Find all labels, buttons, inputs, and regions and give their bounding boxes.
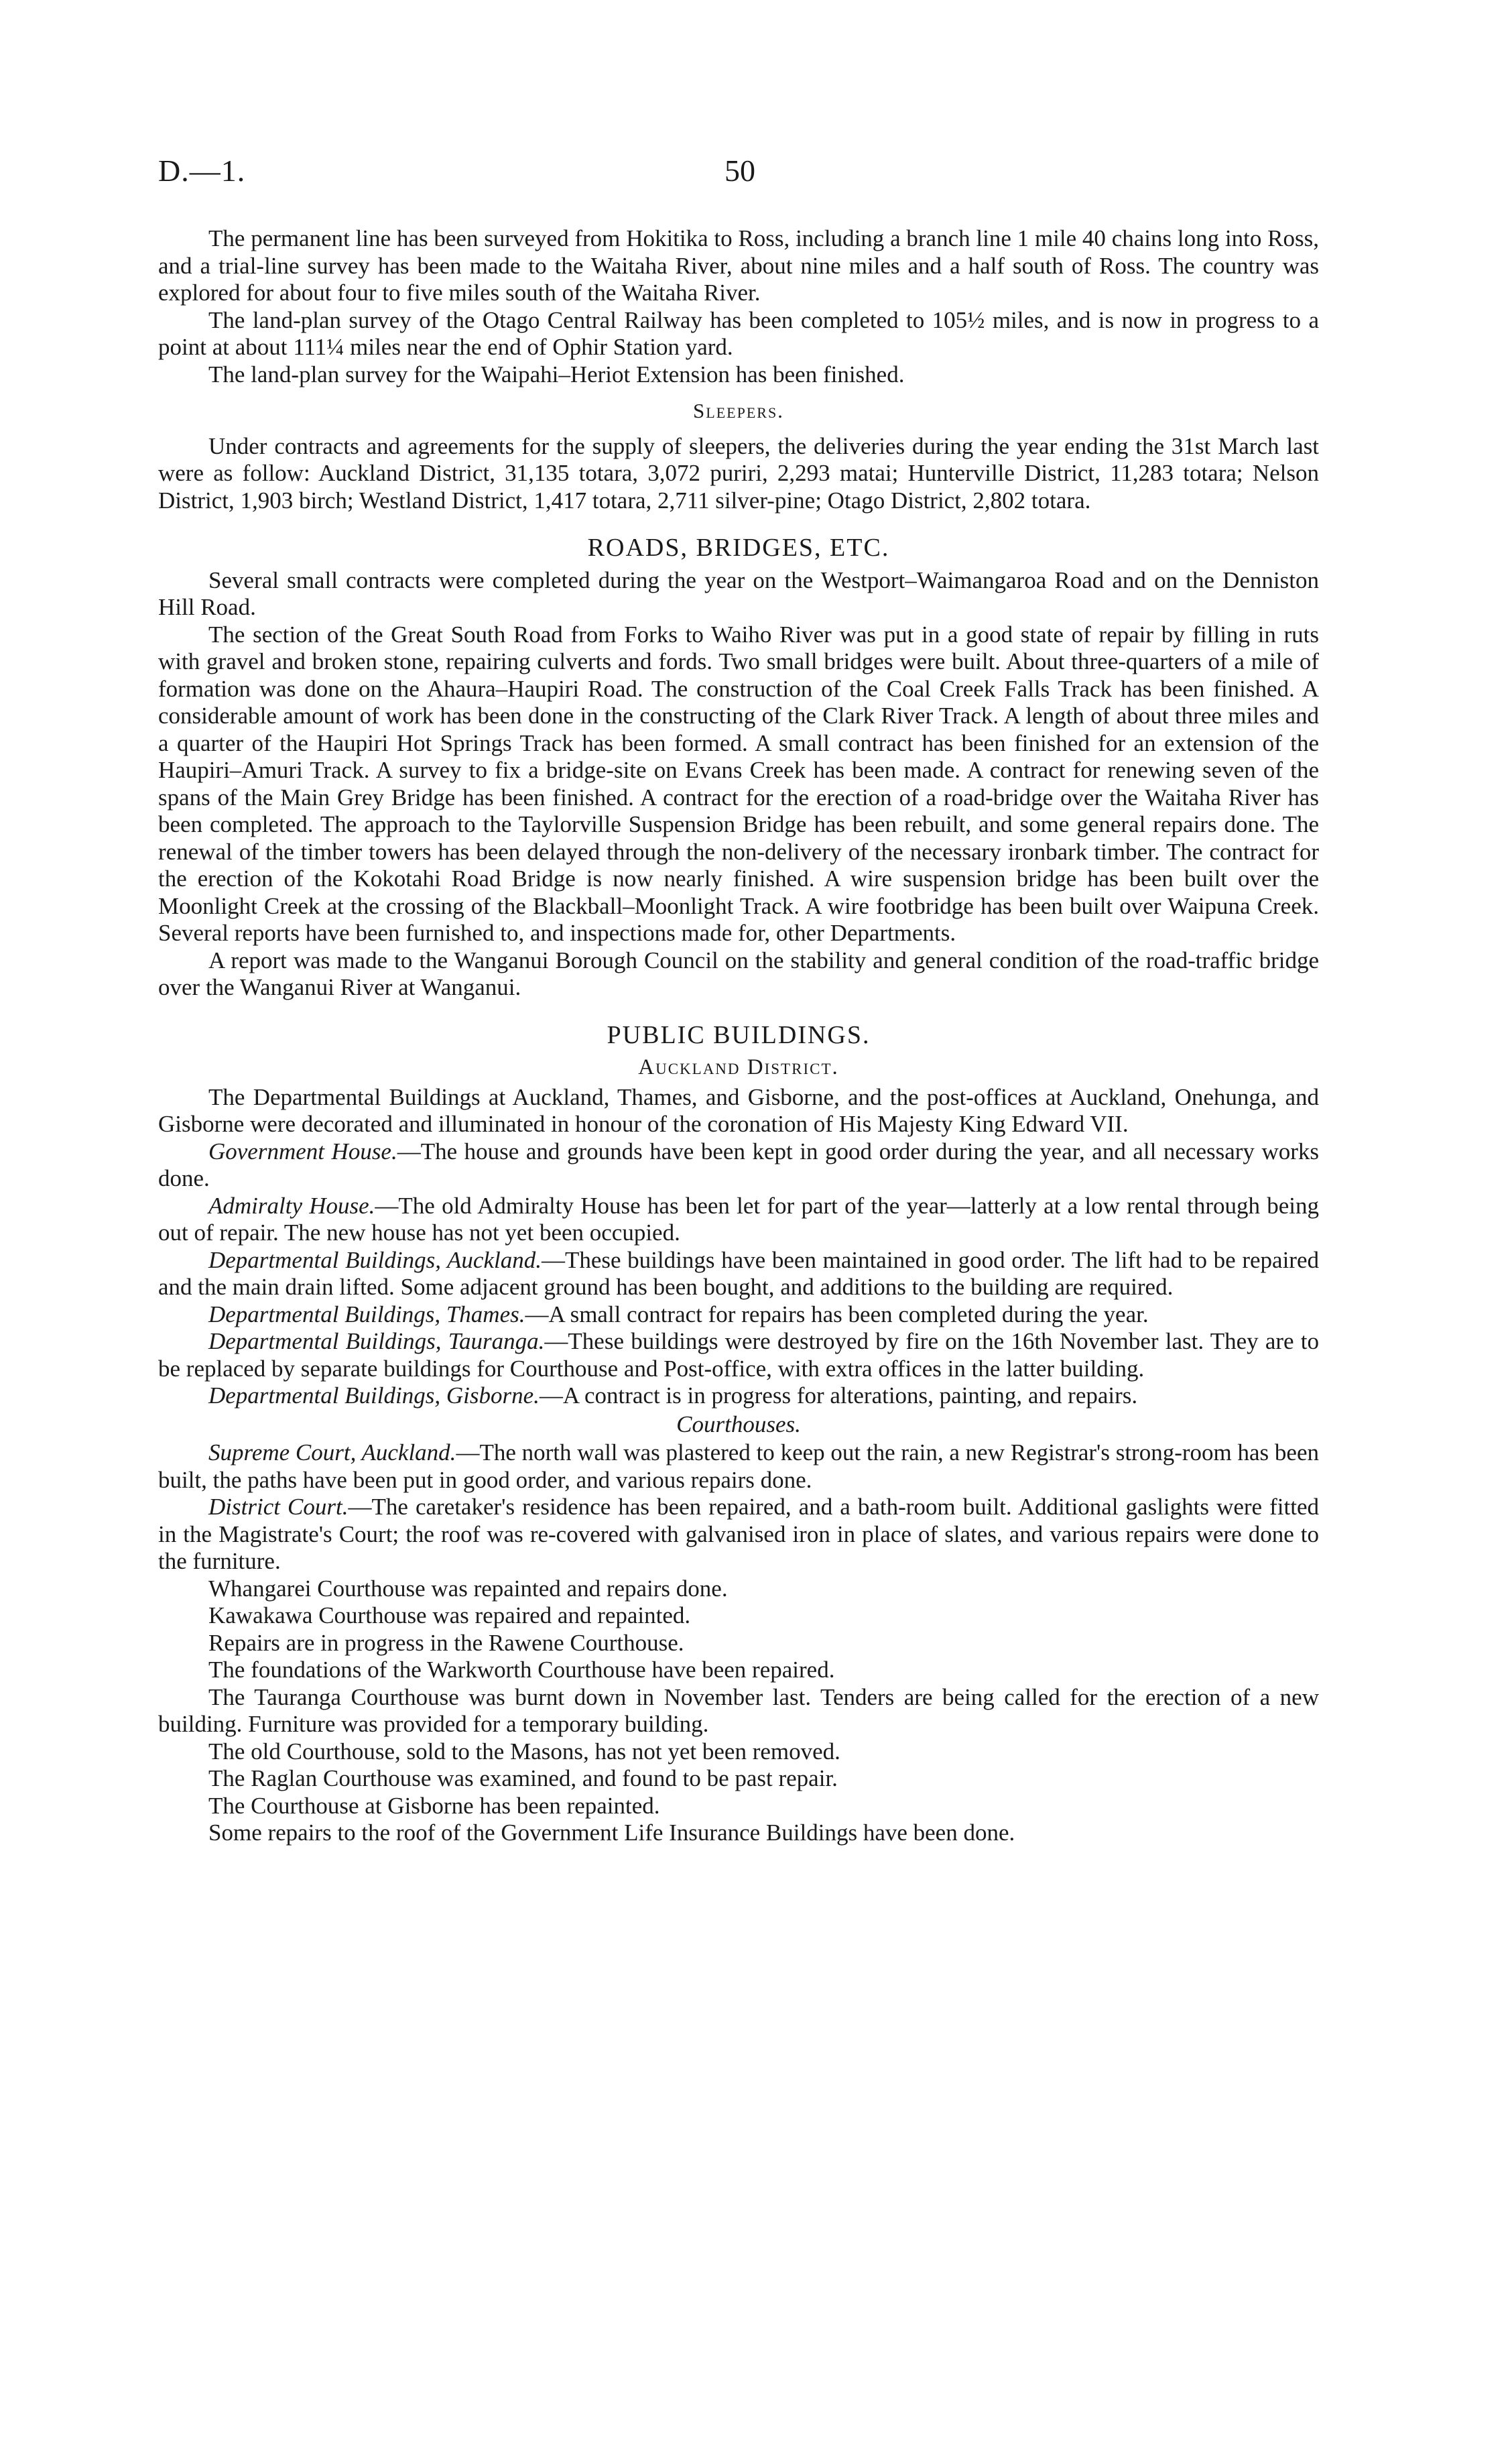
item-text: —A small contract for repairs has been completed during the year. bbox=[525, 1301, 1149, 1327]
heading-roads-bridges: ROADS, BRIDGES, ETC. bbox=[587, 534, 890, 562]
item-text: —The caretaker's residence has been repaired, and a bath-room built. Additional gaslights were fitted in the Magistrate's Court; the roof was re-covered with galvanised iron in place of slates, and various repairs were done to the furniture. bbox=[158, 1494, 1319, 1574]
item-text: —These buildings were destroyed by fire on the 16th November last. They are to be replaced by separate buildings for Courthouse and Post-office, with extra offices in the latter building. bbox=[158, 1328, 1320, 1382]
item-dept-gisborne bbox=[158, 1382, 1319, 1410]
item-dept-auckland bbox=[158, 1247, 1319, 1301]
item-admiralty-house bbox=[158, 1193, 1319, 1247]
page-header bbox=[158, 153, 1319, 200]
item-dept-tauranga bbox=[158, 1328, 1319, 1382]
page-body bbox=[158, 225, 1319, 1847]
paragraph-auckland-intro: The Departmental Buildings at Auckland, Thames, and Gisborne, and the post-offices at Auckland, Onehunga, and Gisborne were decorated and illuminated in honour of the coronation of His Majesty King Edward VII. bbox=[158, 1083, 1319, 1137]
item-lead: Supreme Court, Auckland. bbox=[208, 1439, 456, 1466]
paragraph-sleepers: Under contracts and agreements for the supply of sleepers, the deliveries during the year ending the 31st March last were as follow: Auckland District, 31,135 totara, 3,072 puriri, 2,293 matai; Hunterville District, 11,283 totara; Nelson District, 1,903 birch; Westland District, 1,417 totara, 2,711 silver-pine; Otago District, 2,802 totara. bbox=[158, 432, 1319, 514]
item-government-house bbox=[158, 1138, 1319, 1193]
item-lead: Government House. bbox=[208, 1138, 397, 1165]
item-lead: Admiralty House. bbox=[208, 1192, 375, 1219]
heading-courthouses: Courthouses. bbox=[676, 1411, 801, 1437]
item-text: —These buildings have been maintained in good order. The lift had to be repaired and the main drain lifted. Some adjacent ground has been bought, and additions to the building are required. bbox=[158, 1246, 1319, 1300]
item-lead: Departmental Buildings, Tauranga. bbox=[208, 1328, 545, 1354]
line-warkworth: The foundations of the Warkworth Courthouse have been repaired. bbox=[208, 1657, 835, 1683]
page-number: 50 bbox=[724, 154, 755, 188]
item-text: —The north wall was plastered to keep out the rain, a new Registrar's strong-room has been built, the paths have been put in good order, and various repairs done. bbox=[158, 1439, 1319, 1493]
item-text: —The old Admiralty House has been let for part of the year—latterly at a low rental through being out of repair. The new house has not yet been occupied. bbox=[158, 1192, 1319, 1246]
paragraph-otago-central: The land-plan survey of the Otago Central Railway has been completed to 105½ miles, and is now in progress to a point at about 111¼ miles near the end of Ophir Station yard. bbox=[158, 306, 1319, 360]
paragraph-roads-1: Several small contracts were completed during the year on the Westport–Waimangaroa Road and on the Denniston Hill Road. bbox=[158, 566, 1319, 620]
line-whangarei: Whangarei Courthouse was repainted and repairs done. bbox=[208, 1575, 728, 1602]
paragraph-hokitika-ross: The permanent line has been surveyed from Hokitika to Ross, including a branch line 1 mile 40 chains long into Ross, and a trial-line survey has been made to the Waitaha River, about nine miles and a half south of Ross. The country was explored for about four to five miles south of the Waitaha River. bbox=[158, 225, 1319, 306]
item-supreme-court bbox=[158, 1439, 1319, 1494]
item-dept-thames bbox=[158, 1301, 1319, 1329]
paragraph-waipahi-heriot: The land-plan survey for the Waipahi–Heriot Extension has been finished. bbox=[208, 361, 905, 387]
item-text: —The house and grounds have been kept in good order during the year, and all necessary works done. bbox=[158, 1138, 1319, 1191]
line-govt-life: Some repairs to the roof of the Government Life Insurance Buildings have been done. bbox=[208, 1819, 1015, 1846]
document-code: D.—1. bbox=[158, 154, 246, 188]
heading-auckland-district: Auckland District. bbox=[638, 1055, 839, 1079]
line-old-courthouse: The old Courthouse, sold to the Masons, has not yet been removed. bbox=[208, 1738, 840, 1765]
heading-sleepers: Sleepers. bbox=[693, 399, 784, 422]
item-text: —A contract is in progress for alterations, painting, and repairs. bbox=[539, 1382, 1138, 1409]
paragraph-roads-3: A report was made to the Wanganui Borough Council on the stability and general condition of the road-traffic bridge over the Wanganui River at Wanganui. bbox=[158, 947, 1319, 1000]
item-lead: Departmental Buildings, Thames. bbox=[208, 1301, 525, 1327]
line-gisborne: The Courthouse at Gisborne has been repainted. bbox=[208, 1792, 660, 1819]
item-district-court bbox=[158, 1494, 1319, 1575]
line-tauranga: The Tauranga Courthouse was burnt down in November last. Tenders are being called for the erection of a new building. Furniture was provided for a temporary building. bbox=[158, 1683, 1319, 1737]
line-rawene: Repairs are in progress in the Rawene Courthouse. bbox=[208, 1629, 684, 1656]
item-lead: Departmental Buildings, Auckland. bbox=[208, 1246, 542, 1273]
line-kawakawa: Kawakawa Courthouse was repaired and repainted. bbox=[208, 1602, 691, 1628]
item-lead: District Court. bbox=[208, 1494, 349, 1520]
heading-public-buildings: PUBLIC BUILDINGS. bbox=[607, 1020, 871, 1049]
line-raglan: The Raglan Courthouse was examined, and found to be past repair. bbox=[208, 1765, 838, 1791]
item-lead: Departmental Buildings, Gisborne. bbox=[208, 1382, 540, 1409]
paragraph-roads-2: The section of the Great South Road from Forks to Waiho River was put in a good state of repair by filling in ruts with gravel and broken stone, repairing culverts and fords. Two small bridges were built. About three-quarters of a mile of formation was done on the Ahaura–Haupiri Road. The construction of the Coal Creek Falls Track has been finished. A considerable amount of work has been done in the constructing of the Clark River Track. A length of about three miles and a quarter of the Haupiri Hot Springs Track has been formed. A small contract has been finished for an extension of the Haupiri–Amuri Track. A survey to fix a bridge-site on Evans Creek has been made. A contract for renewing seven of the spans of the Main Grey Bridge has been finished. A contract for the erection of a road-bridge over the Waitaha River has been completed. The approach to the Taylorville Suspension Bridge has been rebuilt, and some general repairs done. The renewal of the timber towers has been delayed through the non-delivery of the necessary ironbark timber. The contract for the erection of the Kokotahi Road Bridge is now nearly finished. A wire suspension bridge has been built over the Moonlight Creek at the crossing of the Blackball–Moonlight Track. A wire footbridge has been built over Waipuna Creek. Several reports have been furnished to, and inspections made for, other Departments. bbox=[158, 621, 1319, 946]
